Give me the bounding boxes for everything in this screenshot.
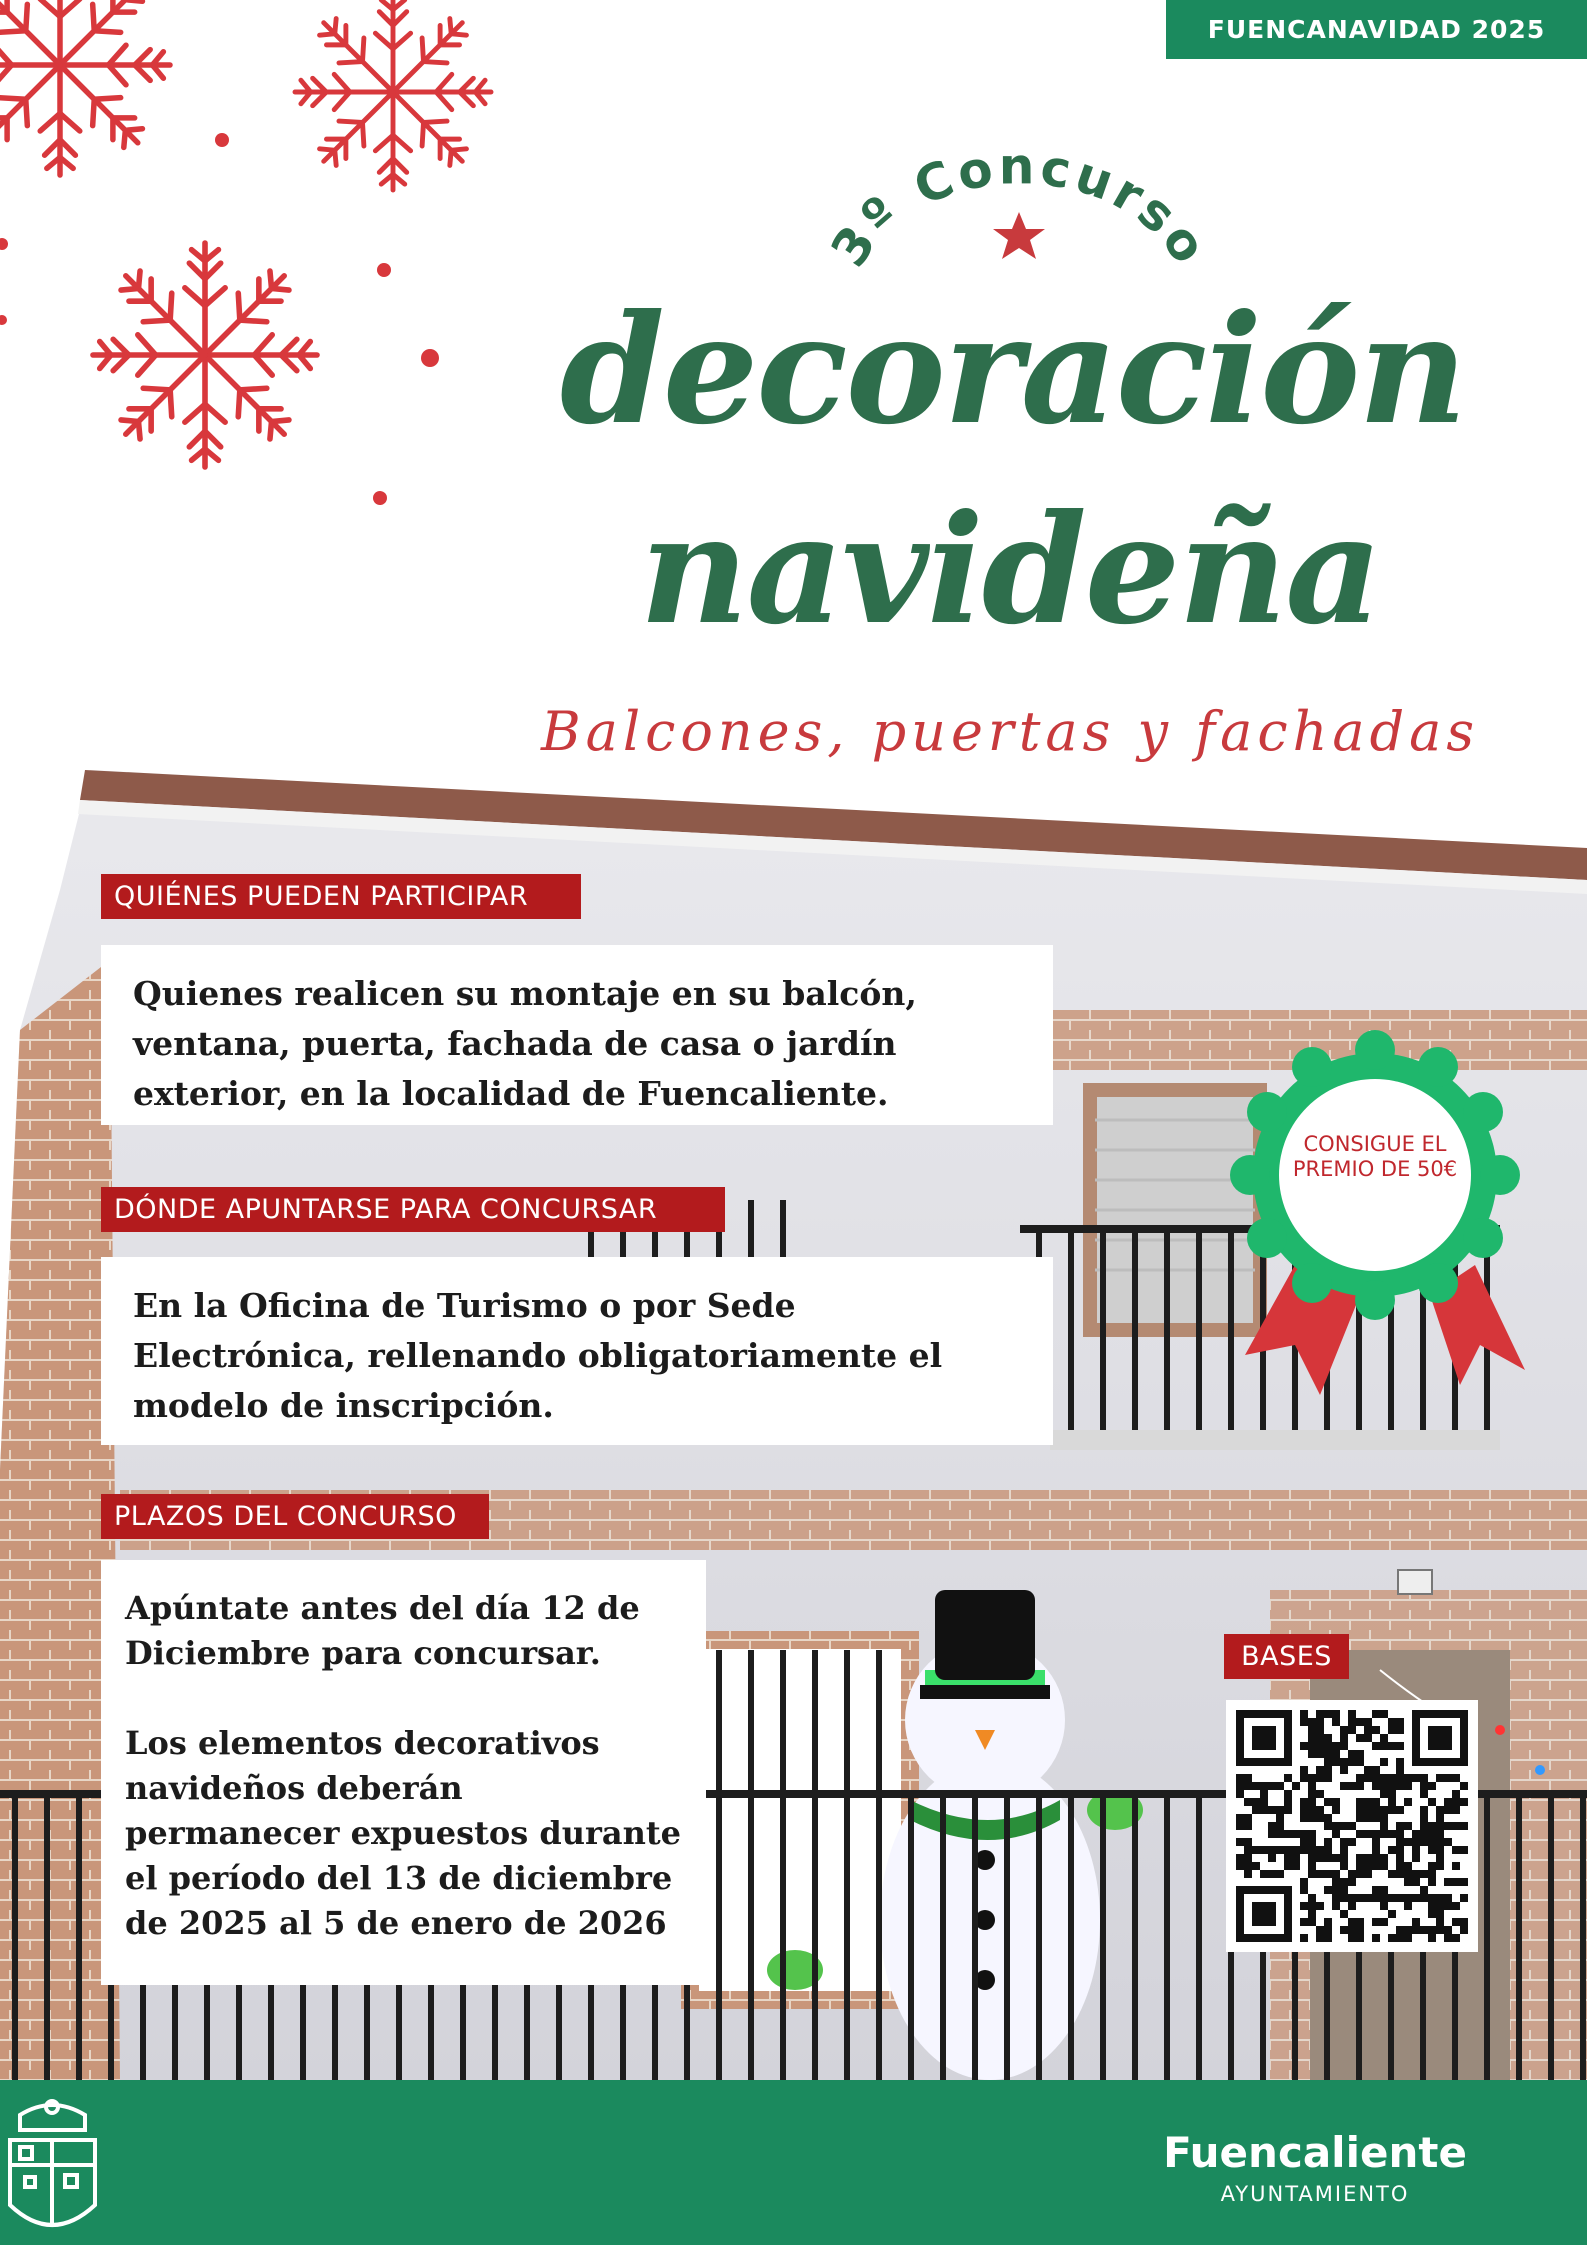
bases-label: BASES (1224, 1634, 1349, 1679)
section-label-who: QUIÉNES PUEDEN PARTICIPAR (101, 874, 581, 919)
rosette-icon (1225, 1025, 1525, 1445)
main-title (560, 270, 1466, 670)
section-label-where: DÓNDE APUNTARSE PARA CONCURSAR (101, 1187, 725, 1232)
star-icon (990, 210, 1048, 262)
prize-text: CONSIGUE EL PREMIO DE 50€ (1292, 1132, 1458, 1181)
event-tag: FUENCANAVIDAD 2025 (1166, 0, 1587, 59)
snowflake-icon (295, 0, 491, 190)
section-text-where: En la Oficina de Turismo o por Sede Electrónica, rellenando obligatoriamente el modelo de inscripción. (101, 1257, 1053, 1445)
section-label-deadlines: PLAZOS DEL CONCURSO (101, 1494, 489, 1539)
title-line-2: navideña (639, 482, 1381, 658)
snowflake-icon (93, 243, 317, 467)
tagline: Balcones, puertas y fachadas (540, 700, 1480, 763)
section-text-deadlines (101, 1560, 706, 1985)
snowflake-icon (0, 0, 170, 175)
deadline-display-text: Los elementos decorativos navideños deberán permanecer expuestos durante el período del 13 de diciembre de 2025 al 5 de enero de 2026 (125, 1724, 682, 1942)
section-text-who: Quienes realicen su montaje en su balcón, ventana, puerta, fachada de casa o jardín exterior, en la localidad de Fuencaliente. (101, 945, 1053, 1125)
council-name: AYUNTAMIENTO (1220, 2182, 1410, 2206)
title-line-1: decoración (560, 282, 1466, 458)
deadline-signup-text: Apúntate antes del día 12 de Diciembre para concursar. (125, 1589, 640, 1672)
svg-text:3º Concurso: 3º Concurso (820, 137, 1220, 270)
town-name: Fuencaliente (1163, 2128, 1467, 2177)
qr-code[interactable] (1226, 1700, 1478, 1952)
coat-of-arms-icon (0, 2095, 105, 2245)
snowflake-decoration (0, 0, 560, 540)
